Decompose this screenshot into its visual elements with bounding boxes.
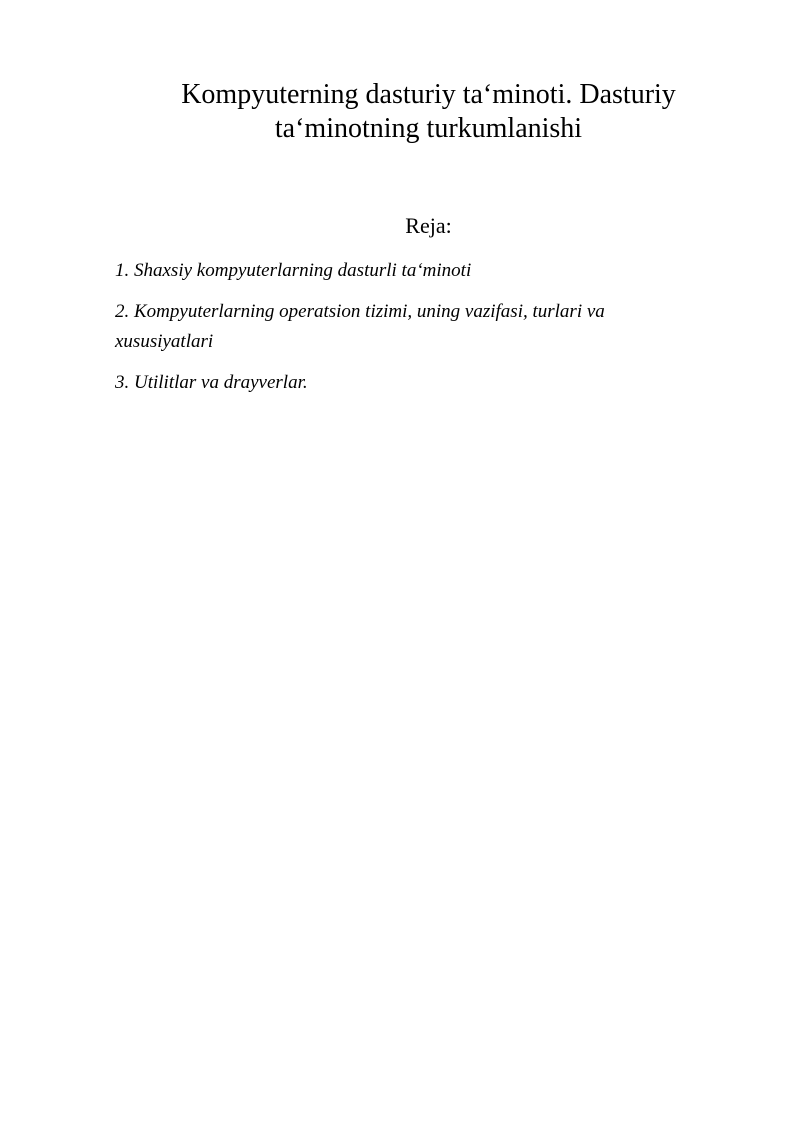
document-title: Kompyuterning dasturiy ta‘minoti. Dasturiy ta‘minotning turkumlanishi [181, 79, 676, 144]
plan-heading: Reja: [405, 213, 452, 238]
plan-item: 2. Kompyuterlarning operatsion tizimi, uning vazifasi, turlari va xususiyatlari [115, 301, 605, 352]
plan-item: 1. Shaxsiy kompyuterlarning dasturli ta‘minoti [115, 260, 472, 281]
plan-list [115, 256, 695, 409]
plan-item: 3. Utilitlar va drayverlar. [115, 372, 308, 393]
